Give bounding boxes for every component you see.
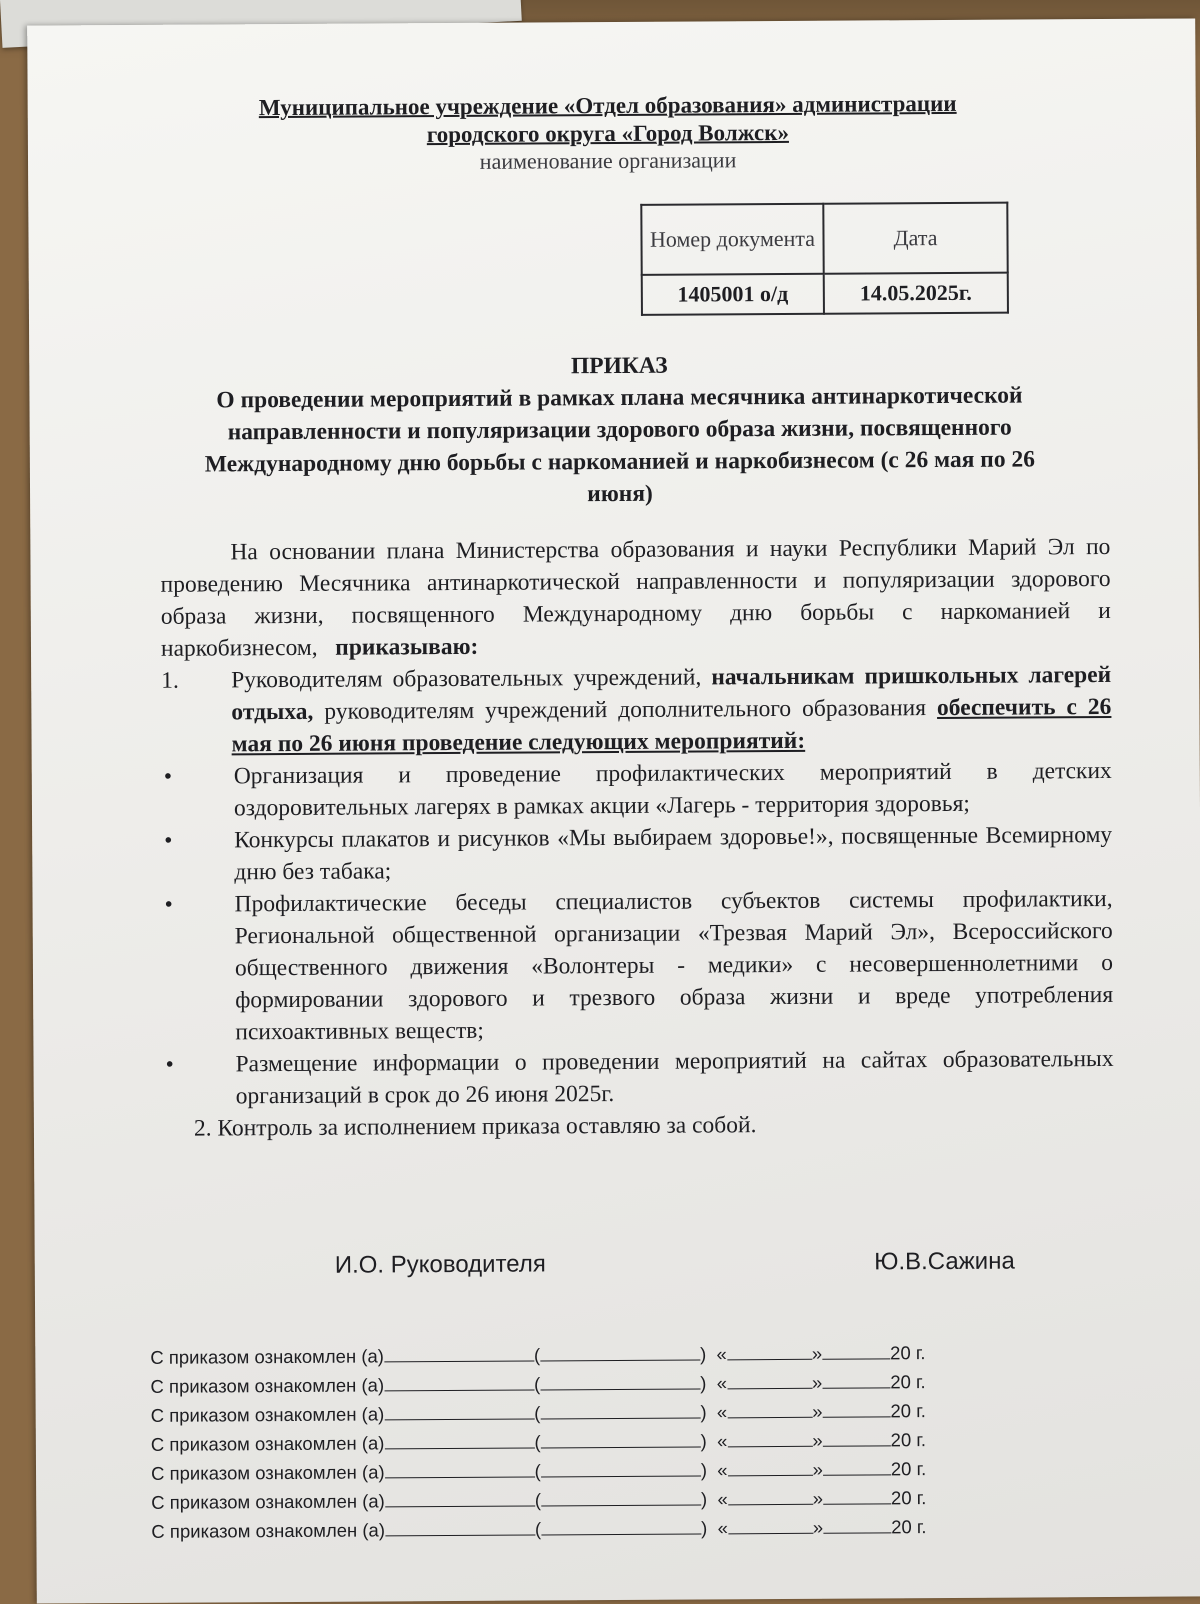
name-line: [540, 1399, 700, 1419]
spacer: [706, 1372, 716, 1393]
quote-open: «: [716, 1430, 728, 1452]
paren-close: ): [700, 1343, 707, 1365]
quote-open: «: [716, 1343, 727, 1365]
paren-close: ): [700, 1430, 707, 1452]
point-1-text: [231, 659, 1112, 760]
quote-close: »: [812, 1400, 823, 1422]
quote-close: »: [811, 1342, 823, 1364]
day-line: [728, 1515, 813, 1535]
quote-open: «: [716, 1401, 728, 1423]
signature-line: [385, 1488, 535, 1508]
year-text: 20 г.: [890, 1400, 926, 1422]
day-line: [727, 1399, 812, 1419]
quote-close: »: [812, 1429, 823, 1451]
signature-line: [384, 1372, 534, 1392]
point-1-text-bold: начальникам пришкольных лагерей отдыха,: [231, 661, 1112, 726]
intro-text: На основании плана Министерства образования и науки Республики Марий Эл по проведению Месячника антинаркотической направленности и популяризации здорового образа жизни, посвященного Международному дню борьбы с наркоманией и наркобизнесом,: [160, 533, 1111, 662]
spacer: [707, 1459, 717, 1480]
year-text: 20 г.: [890, 1429, 927, 1451]
year-text: 20 г.: [890, 1371, 926, 1393]
bullet-text: Конкурсы плакатов и рисунков «Мы выбираем здоровье!», посвященные Всемирному дню без табака;: [234, 821, 1113, 886]
point-1-text-a: Руководителям образовательных учреждений,: [231, 664, 702, 694]
name-line: [541, 1428, 701, 1448]
organization-caption: наименование организации: [479, 147, 737, 174]
signatory-position: И.О. Руководителя: [334, 1250, 546, 1279]
name-line: [541, 1457, 701, 1477]
acknowledgement-label: С приказом ознакомлен (а): [150, 1432, 385, 1455]
acknowledgement-label: С приказом ознакомлен (а): [150, 1461, 385, 1484]
document-page: [27, 18, 1200, 1603]
month-line: [822, 1369, 890, 1388]
name-line: [540, 1341, 700, 1361]
year-text: 20 г.: [891, 1516, 927, 1538]
month-line: [823, 1427, 891, 1446]
point-2: 2. Контроль за исполнением приказа оставляю за собой.: [193, 1112, 757, 1142]
intro-paragraph: [160, 531, 1111, 665]
doc-date-header: Дата: [823, 203, 1007, 274]
bullet-mark: •: [164, 827, 173, 854]
bullet-mark: •: [165, 1051, 174, 1078]
bullet-text: Организация и проведение профилактических мероприятий в детских оздоровительных лагерях в рамках акции «Лагерь - территория здоровья;: [233, 757, 1112, 822]
intro-order-word: приказываю:: [335, 633, 479, 661]
quote-close: »: [812, 1516, 824, 1538]
bullet-text: Профилактические беседы специалистов субъектов системы профилактики, Региональной общественной организации «Трезвая Марий Эл», Всероссийского общественного движения «Волонтеры - медики» с несовершеннолетними о формировании здорового и трезвого образа жизни и вреде употребления психоактивных веществ;: [234, 885, 1114, 1046]
year-text: 20 г.: [890, 1458, 927, 1480]
signature-block: [335, 1248, 1015, 1280]
point-1-text-underlined: обеспечить с 26 мая по 26 июня проведение следующих мероприятий:: [231, 693, 1112, 758]
paren-close: ): [700, 1372, 707, 1394]
month-line: [823, 1456, 891, 1475]
acknowledgement-label: С приказом ознакомлен (а): [150, 1374, 385, 1397]
spacer: [707, 1517, 717, 1538]
document-header: [128, 89, 1088, 177]
quote-open: «: [717, 1459, 728, 1481]
day-line: [727, 1457, 812, 1477]
paren-open: (: [534, 1431, 541, 1453]
paren-open: (: [534, 1373, 541, 1395]
day-line: [727, 1428, 812, 1448]
document-number-date-table: [640, 202, 1009, 316]
day-line: [727, 1341, 812, 1361]
quote-open: «: [717, 1517, 728, 1539]
acknowledgement-row: [151, 1512, 1011, 1546]
signatory-name: Ю.В.Сажина: [874, 1247, 1015, 1276]
day-line: [728, 1486, 813, 1506]
quote-close: »: [812, 1487, 824, 1509]
spacer: [707, 1401, 717, 1422]
acknowledgement-label: С приказом ознакомлен (а): [150, 1403, 385, 1426]
signature-line: [384, 1430, 534, 1450]
order-heading: ПРИКАЗ: [570, 352, 668, 380]
signature-line: [384, 1401, 534, 1421]
point-1-text-b: руководителям учреждений дополнительного образования: [324, 695, 927, 725]
name-line: [540, 1370, 700, 1390]
order-body: [160, 531, 1114, 1145]
month-line: [822, 1398, 890, 1417]
name-line: [541, 1486, 701, 1506]
acknowledgement-label: С приказом ознакомлен (а): [151, 1519, 386, 1542]
organization-name-line2: городского округа «Город Волжск»: [426, 119, 789, 148]
order-subject: О проведении мероприятий в рамках плана месячника антинаркотической направленности и популяризации здорового образа жизни, посвященного Международному дню борьбы с наркоманией и наркобизнесом (с 26 мая по 26 июня): [204, 382, 1036, 508]
acknowledgement-label: С приказом ознакомлен (а): [151, 1490, 385, 1513]
quote-open: «: [716, 1372, 728, 1394]
month-line: [822, 1340, 890, 1359]
order-title: [169, 347, 1070, 512]
quote-open: «: [717, 1488, 728, 1510]
point-1: [161, 659, 1112, 761]
signature-line: [384, 1343, 534, 1363]
year-text: 20 г.: [890, 1342, 926, 1364]
quote-close: »: [811, 1371, 823, 1393]
bullet-item: [162, 819, 1112, 889]
doc-date-value: 14.05.2025г.: [824, 273, 1008, 314]
bullet-item: [163, 1043, 1113, 1113]
quote-close: »: [812, 1458, 823, 1480]
paren-open: (: [534, 1489, 542, 1511]
year-text: 20 г.: [890, 1487, 927, 1509]
name-line: [541, 1515, 701, 1535]
point-1-number: 1.: [161, 667, 179, 694]
paren-open: (: [534, 1518, 542, 1540]
bullet-item: [162, 883, 1113, 1049]
acknowledgement-block: [150, 1338, 1011, 1546]
signature-line: [385, 1459, 535, 1479]
organization-name-line1: Муниципальное учреждение «Отдел образования» администрации: [258, 90, 957, 121]
spacer: [706, 1343, 716, 1364]
signature-line: [385, 1517, 535, 1537]
spacer: [707, 1430, 717, 1451]
paren-close: ): [700, 1459, 708, 1481]
paren-close: ): [700, 1488, 708, 1510]
month-line: [823, 1485, 891, 1504]
paren-open: (: [533, 1344, 541, 1366]
paren-open: (: [534, 1402, 541, 1424]
day-line: [727, 1370, 812, 1390]
paren-close: ): [701, 1517, 708, 1539]
doc-number-value: 1405001 о/д: [642, 274, 824, 315]
doc-number-header: Номер документа: [641, 204, 823, 275]
month-line: [823, 1514, 891, 1533]
bullet-item: [162, 755, 1112, 825]
paren-open: (: [534, 1460, 541, 1482]
acknowledgement-label: С приказом ознакомлен (а): [150, 1345, 384, 1368]
bullet-text: Размещение информации о проведении мероприятий на сайтах образовательных организаций в срок до 26 июня 2025г.: [235, 1045, 1114, 1110]
paren-close: ): [700, 1401, 707, 1423]
bullet-mark: •: [163, 763, 173, 790]
spacer: [707, 1488, 717, 1509]
bullet-mark: •: [164, 891, 173, 918]
